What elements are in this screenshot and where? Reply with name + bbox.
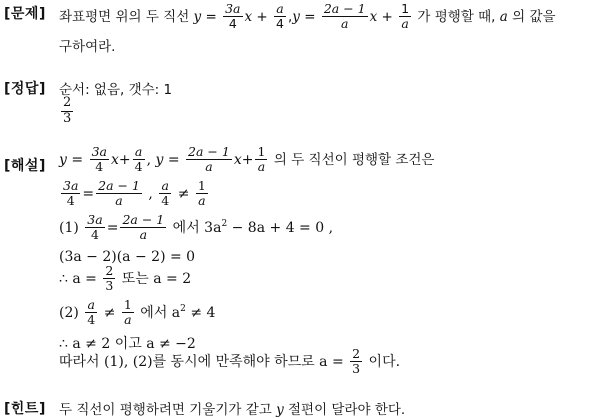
hint-text: 두 직선이 평행하려면 기울기가 같고 y 절편이 달라야 한다. — [59, 402, 406, 418]
fraction: $\frac{2a - 1}{a}$ — [122, 212, 165, 243]
solution-line-1: y = $\frac{3a}{4}$ x+ $\frac{a}{4}$ , y = $\frac{2a - 1}{a}$ x+ $\frac{1}{a}$ 의 두 직선이 평행할 조건은 — [59, 144, 435, 175]
solution-line-6: (2) $\frac{a}{4}$ ≠ $\frac{1}{a}$ 에서 $a^2 \ne 4$ — [59, 297, 216, 328]
fraction: $\frac{3a}{4}$ — [91, 144, 107, 175]
fraction: $\frac{a}{4}$ — [134, 144, 143, 175]
problem-line-1: 좌표평면 위의 두 직선 y = $\frac{3a}{4}$ x + $\frac{a}{4}$ ,y = $\frac{2a - 1}{a}$ x + $\frac{1}{a}$ 가 평행할 때, a 의 값을 — [59, 1, 556, 32]
fraction: $\frac{1}{a}$ — [401, 1, 410, 32]
fraction: $\frac{3a}{4}$ — [225, 1, 241, 32]
fraction: $\frac{2}{3}$ — [105, 263, 114, 294]
fraction: $\frac{2}{3}$ — [352, 346, 361, 377]
fraction: $\frac{a}{4}$ — [161, 178, 170, 209]
fraction: $\frac{2a - 1}{a}$ — [323, 1, 366, 32]
fraction: $\frac{1}{a}$ — [257, 144, 266, 175]
fraction: $\frac{3a}{4}$ — [63, 178, 79, 209]
answer-meta: 순서: 없음, 갯수: 1 — [59, 82, 173, 98]
solution-label: [해설] — [4, 158, 46, 174]
hint-label: [힌트] — [4, 401, 46, 417]
solution-line-5: ∴ a = $\frac{2}{3}$ 또는 a = 2 — [59, 263, 192, 294]
solution-line-7: ∴ a ≠ 2 이고 a ≠ −2 — [59, 336, 196, 352]
answer-value — [59, 96, 75, 127]
solution-line-8: 따라서 (1), (2)를 동시에 만족해야 하므로 a = $\frac{2}{3}$ 이다. — [59, 346, 401, 377]
fraction: $\frac{1}{a}$ — [123, 297, 132, 328]
problem-label: [문제] — [4, 6, 46, 22]
fraction: $\frac{a}{4}$ — [87, 297, 96, 328]
solution-line-3: (1) $\frac{3a}{4}$ = $\frac{2a - 1}{a}$ 에서 $3a^2 - 8a + 4 = 0$ , — [59, 212, 334, 243]
fraction: $\frac{1}{a}$ — [197, 178, 206, 209]
fraction: $\frac{2a - 1}{a}$ — [188, 144, 230, 175]
solution-line-2: $\frac{3a}{4}$ = $\frac{2a - 1}{a}$ , $\frac{a}{4}$ ≠ $\frac{1}{a}$ — [63, 178, 206, 209]
solution-line-4: (3a − 2)(a − 2) = 0 — [59, 249, 196, 265]
fraction: $\frac{a}{4}$ — [276, 1, 284, 32]
answer-fraction: $\frac{2}{3}$ — [63, 95, 72, 126]
fraction: $\frac{3a}{4}$ — [87, 212, 103, 243]
answer-label: [정답] — [4, 81, 46, 97]
fraction: $\frac{2a - 1}{a}$ — [98, 178, 140, 209]
problem-line-2: 구하여라. — [59, 39, 116, 55]
